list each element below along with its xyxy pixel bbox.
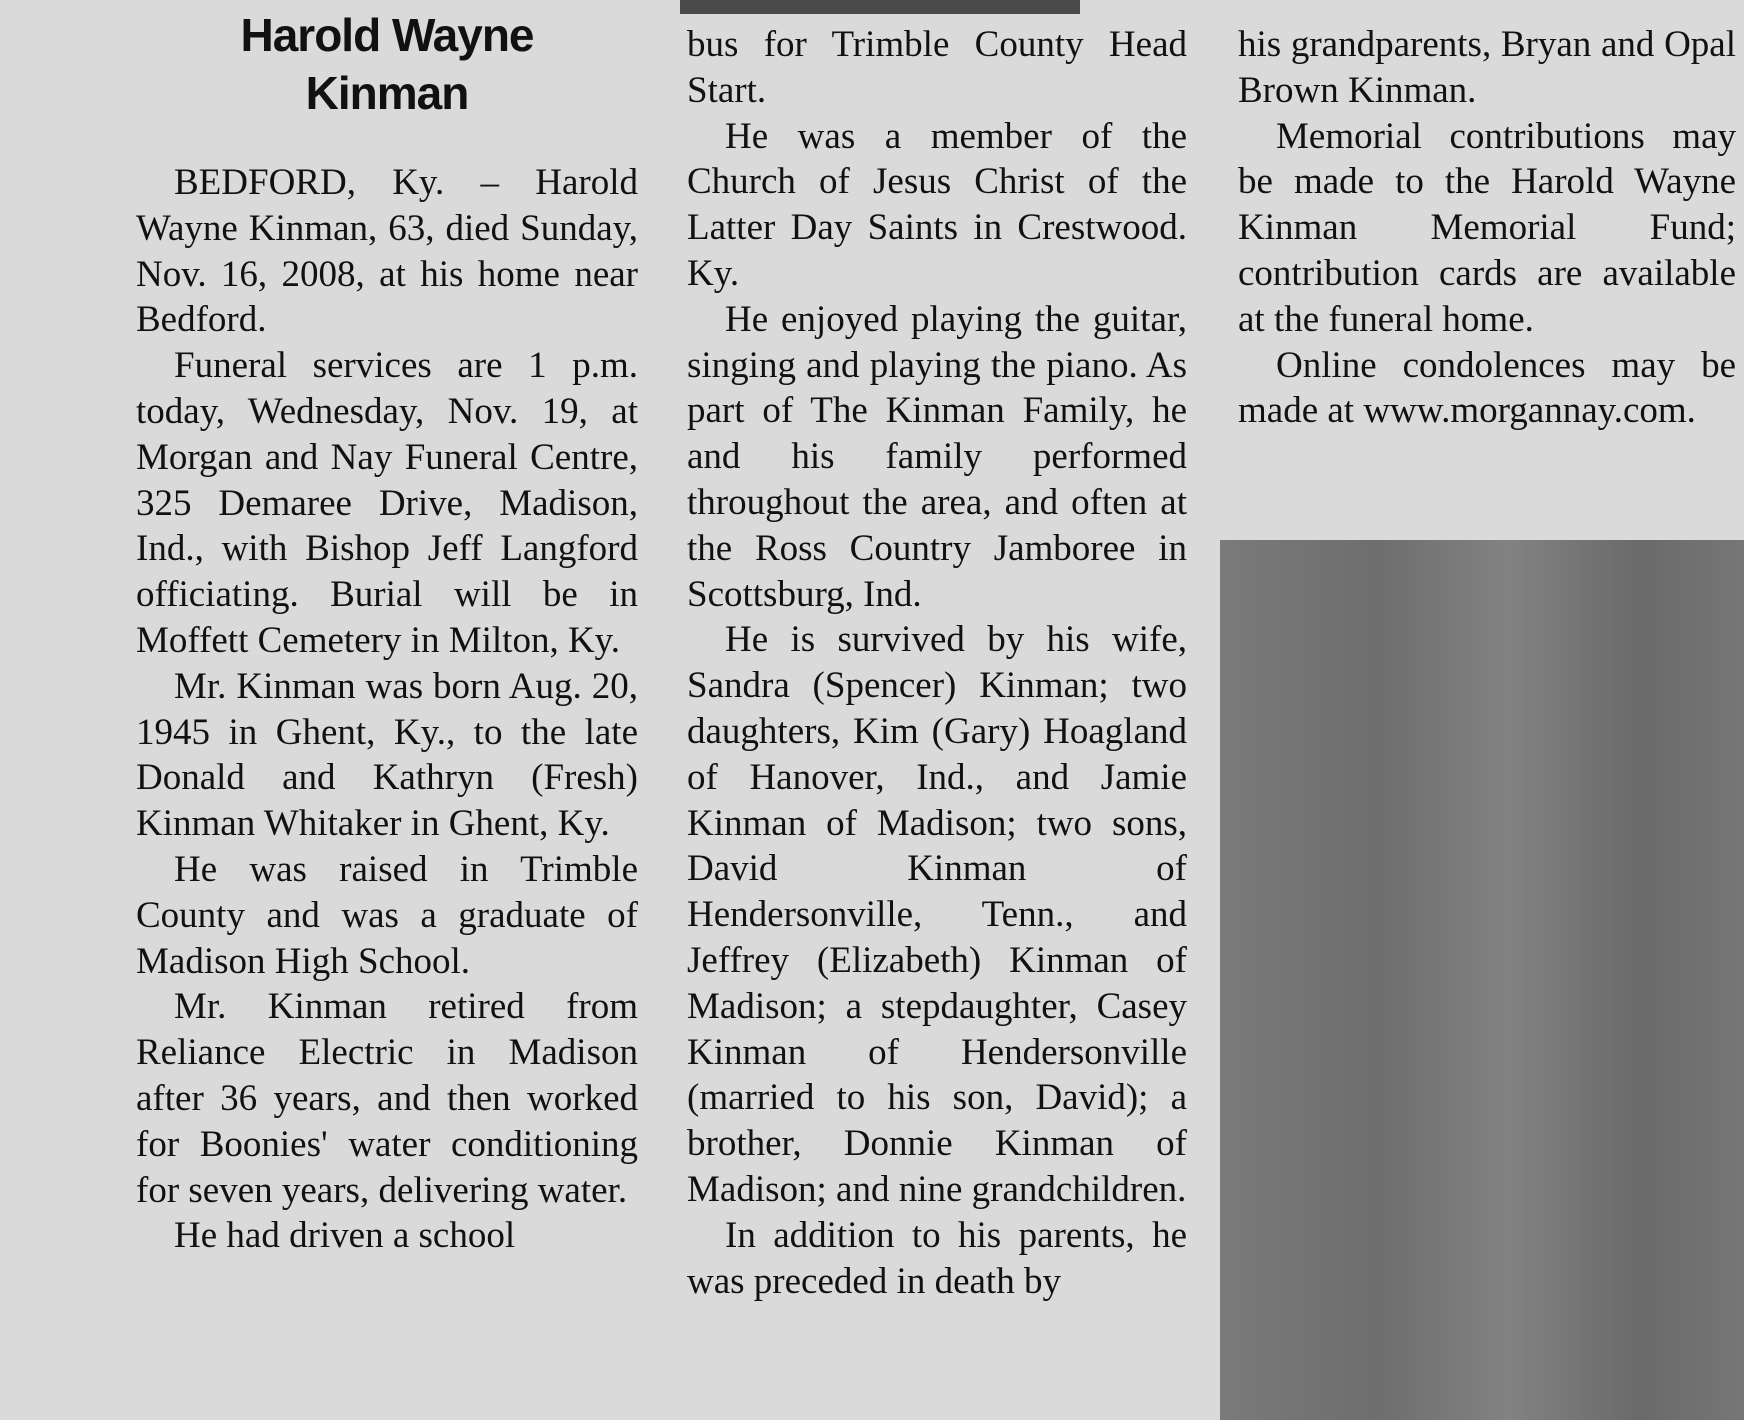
paragraph: He had driven a school: [174, 1215, 516, 1257]
paragraph: Mr. Kinman retired from Reliance Electric in Madison after 36 years, and then worked for Boonies' water conditioning for seven years, delivering water.: [136, 986, 638, 1211]
paragraph-continued: bus for Trimble County Head Start.: [687, 24, 1187, 111]
headline-line-1: Harold Wayne: [240, 9, 534, 61]
clipping-edge-strip: [680, 0, 1080, 14]
paragraph: He enjoyed playing the guitar, singing and playing the piano. As part of The Kinman Family, he and his family performed throughout the area, and often at the Ross Country Jamboree in Scottsburg, Ind.: [687, 298, 1187, 615]
paragraph-continued: his grandparents, Bryan and Opal Brown Kinman.: [1238, 24, 1736, 111]
paragraph: Mr. Kinman was born Aug. 20, 1945 in Ghent, Ky., to the late Donald and Kathryn (Fresh) Kinman Whitaker in Ghent, Ky.: [136, 665, 638, 845]
paragraph: BEDFORD, Ky. – Harold Wayne Kinman, 63, died Sunday, Nov. 16, 2008, at his home near Bedford.: [136, 162, 638, 341]
paragraph: Funeral services are 1 p.m. today, Wednesday, Nov. 19, at Morgan and Nay Funeral Centre, 325 Demaree Drive, Madison, Ind., with Bishop Jeff Langford officiating. Burial will be in Moffett Cemetery in Milton, Ky.: [136, 345, 638, 661]
paragraph: He is survived by his wife, Sandra (Spencer) Kinman; two daughters, Kim (Gary) Hoagland of Hanover, Ind., and Jamie Kinman of Madison; two sons, David Kinman of Hendersonville, Tenn., and Jeffrey (Elizabeth) Kinman of Madison; a stepdaughter, Casey Kinman of Hendersonville (married to his son, David); a brother, Donnie Kinman of Madison; and nine grandchildren.: [687, 619, 1187, 1210]
paragraph: He was a member of the Church of Jesus Christ of the Latter Day Saints in Crestwood. Ky.: [687, 115, 1187, 294]
headline-line-2: Kinman: [305, 67, 469, 119]
article-column-2: [687, 22, 1187, 1304]
article-column-1: [136, 160, 638, 1259]
paragraph: In addition to his parents, he was preceded in death by: [687, 1214, 1187, 1302]
article-column-3: [1238, 22, 1736, 434]
paragraph: He was raised in Trimble County and was a graduate of Madison High School.: [136, 848, 638, 982]
paragraph: Memorial contributions may be made to the Harold Wayne Kinman Memorial Fund; contribution cards are available at the funeral home.: [1238, 115, 1736, 340]
paragraph: Online condolences may be made at www.morgannay.com.: [1238, 344, 1736, 432]
obituary-headline: [136, 6, 638, 122]
scan-background-area: [1220, 540, 1744, 1420]
